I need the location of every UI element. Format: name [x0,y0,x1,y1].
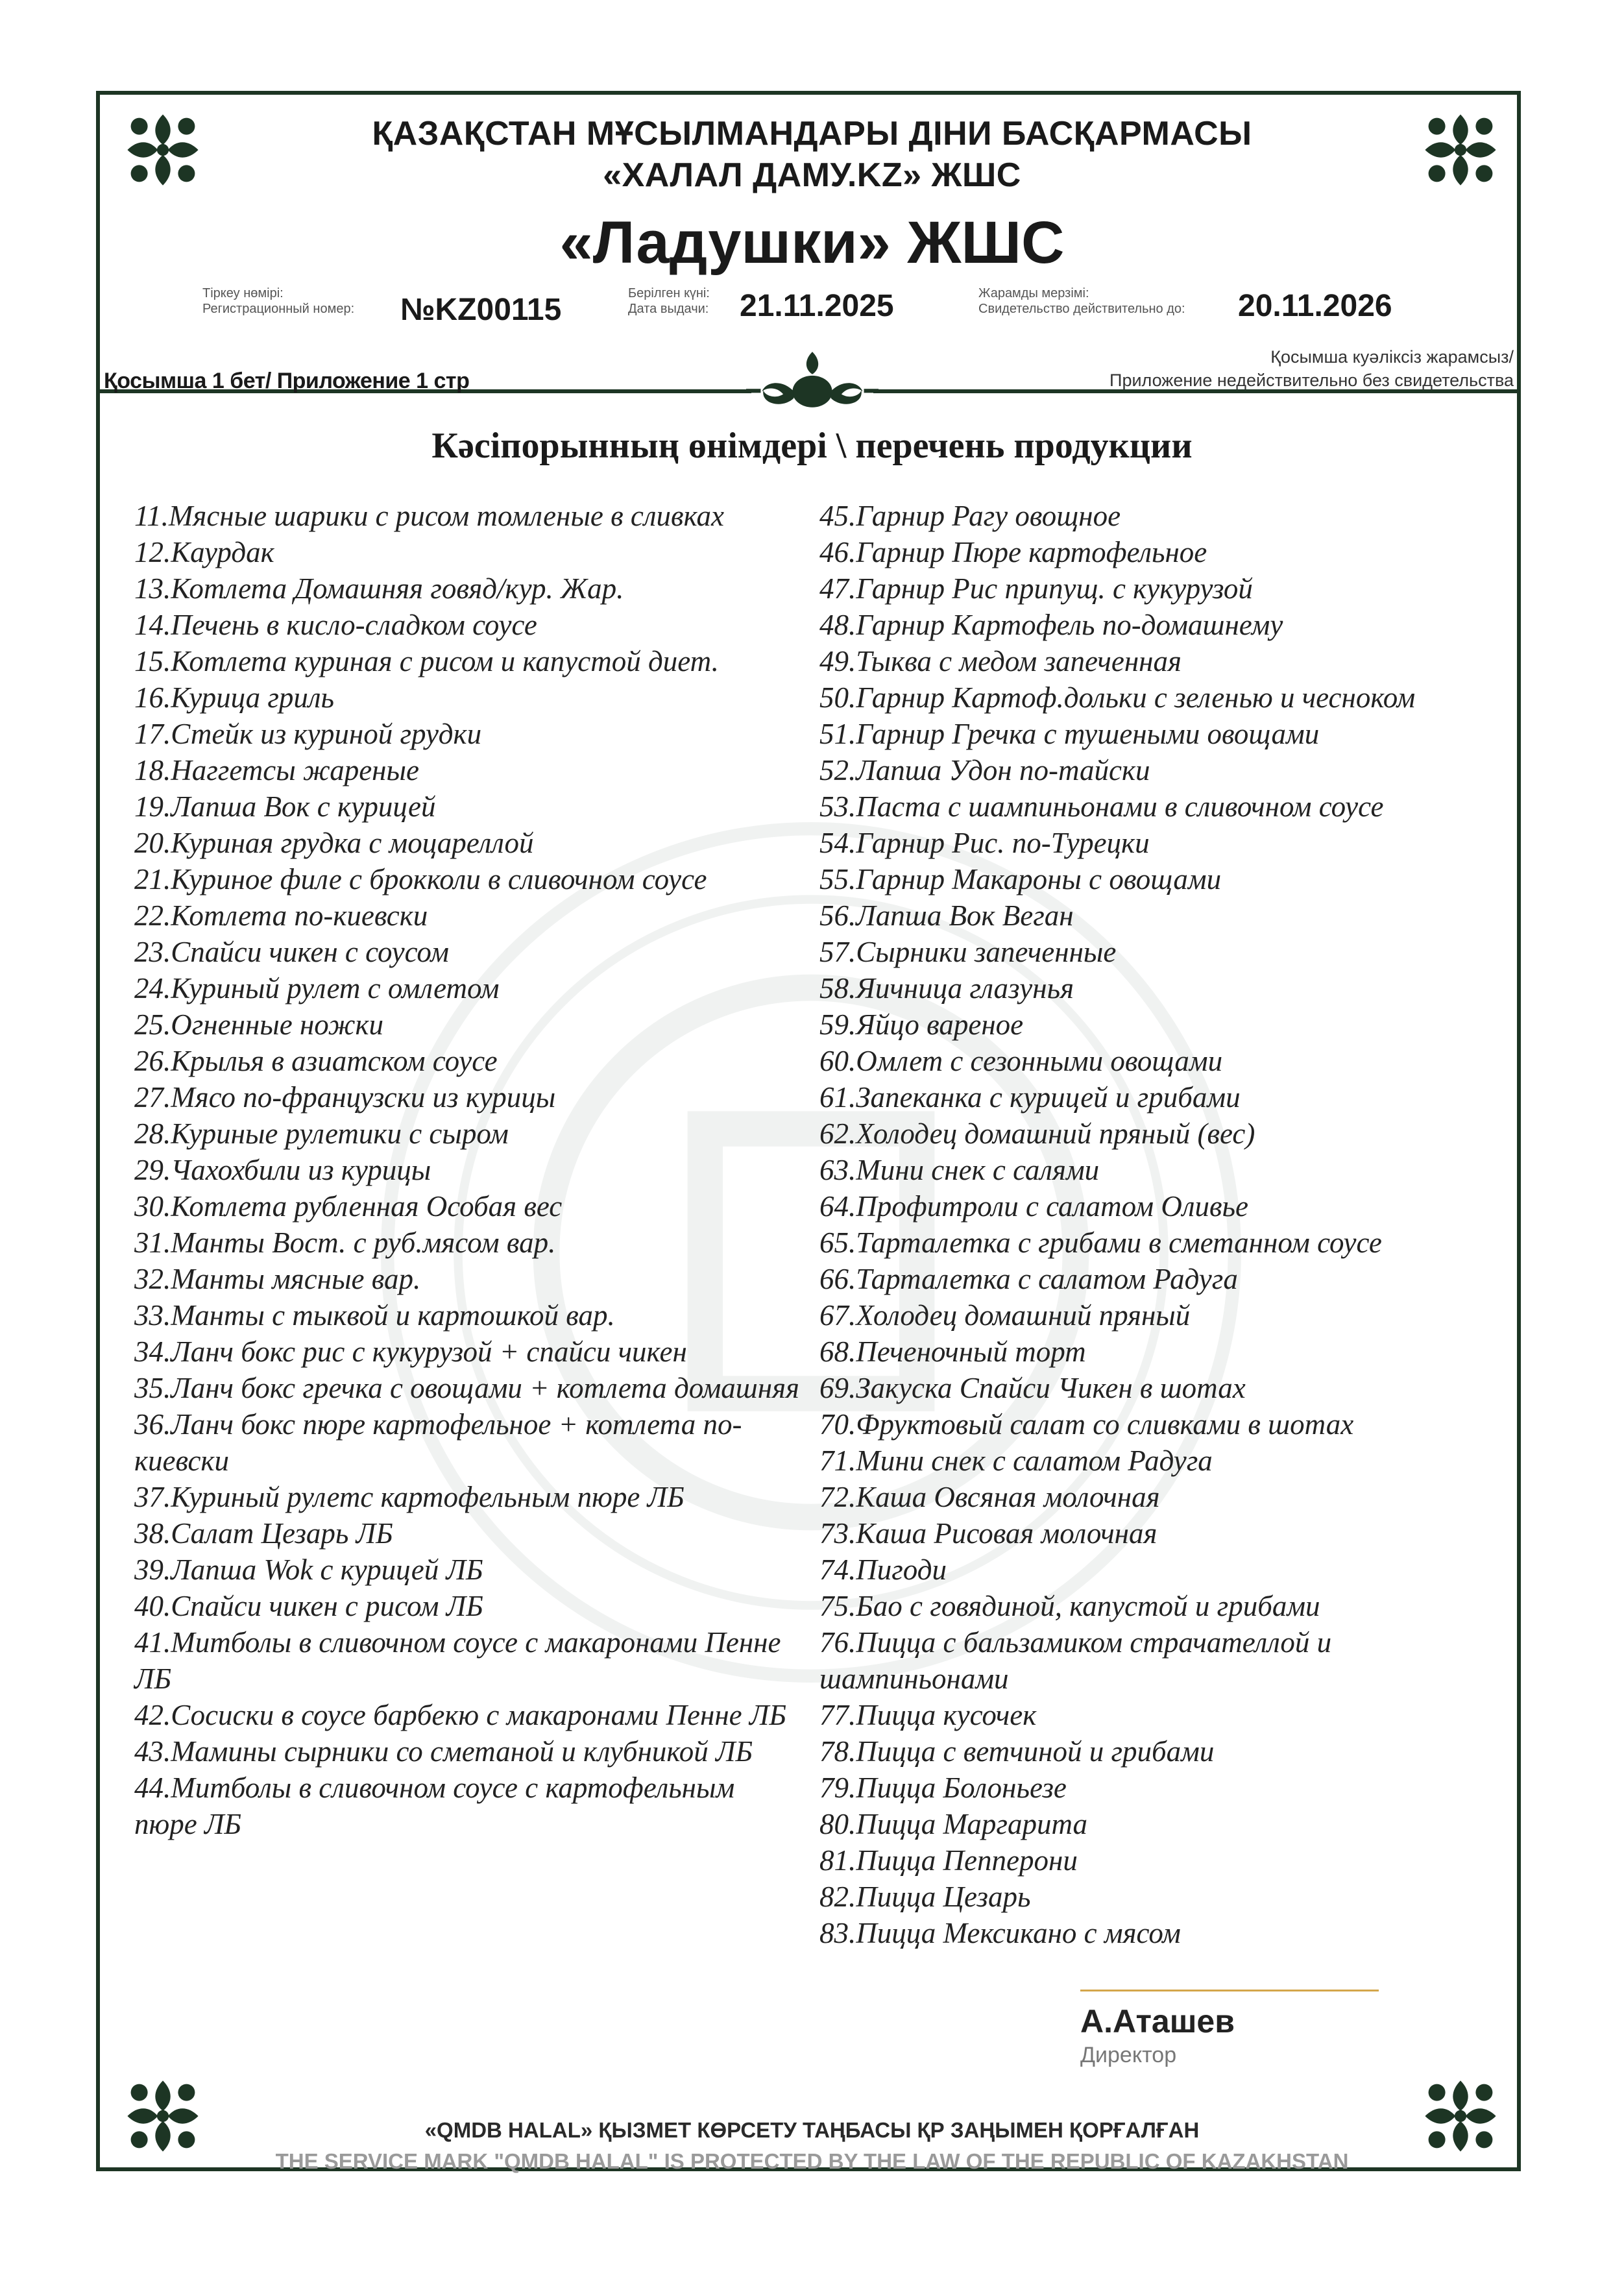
list-item: 67.Холодец домашний пряный [819,1299,1191,1332]
list-item: 74.Пигоди [819,1553,947,1586]
list-item: 65.Тарталетка с грибами в сметанном соусе [819,1226,1382,1259]
list-item: 72.Каша Овсяная молочная [819,1481,1160,1513]
signature-line [1080,1990,1379,1991]
corner-ornament-icon [1418,2074,1503,2158]
list-item: 81.Пицца Пепперони [819,1844,1078,1877]
list-item: 25.Огненные ножки [134,1008,384,1041]
list-item: 16.Курица гриль [134,681,335,714]
list-item: 31.Манты Вост. с руб.мясом вар. [134,1226,556,1259]
list-item: 76.Пицца с бальзамиком страчателлой и шампиньонами [819,1626,1332,1695]
list-item: 12.Каурдак [134,536,274,568]
list-item: 79.Пицца Болоньезе [819,1772,1067,1804]
list-item: 21.Куриное филе с брокколи в сливочном соусе [134,863,707,895]
list-item: 57.Сырники запеченные [819,936,1117,968]
center-ornament-icon [746,348,879,418]
list-item: 61.Запеканка с курицей и грибами [819,1081,1241,1114]
list-item: 19.Лапша Вок с курицей [134,790,436,823]
list-item: 49.Тыква с медом запеченная [819,645,1182,677]
list-item: 33.Манты с тыквой и картошкой вар. [134,1299,615,1332]
list-item: 48.Гарнир Картофель по-домашнему [819,609,1283,641]
appendix-validity-note [1109,345,1514,392]
list-item: 23.Спайси чикен с соусом [134,936,449,968]
list-item: 42.Сосиски в соусе барбекю с макаронами Пенне ЛБ [134,1699,786,1731]
list-item: 17.Стейк из куриной грудки [134,718,482,750]
list-item: 71.Мини снек с салатом Радуга [819,1444,1213,1477]
reg-label-ru: Регистрационный номер: [202,302,355,316]
product-list-right [819,498,1507,1951]
list-item: 55.Гарнир Макароны с овощами [819,863,1222,895]
signatory-title: Директор [1080,2043,1177,2067]
list-item: 13.Котлета Домашняя говяд/кур. Жар. [134,572,624,605]
list-item: 59.Яйцо вареное [819,1008,1024,1041]
corner-ornament-icon [121,2074,205,2158]
list-item: 60.Омлет с сезонными овощами [819,1045,1223,1077]
list-item: 22.Котлета по-киевски [134,899,428,932]
list-item: 39.Лапша Wok с курицей ЛБ [134,1553,483,1586]
list-item: 62.Холодец домашний пряный (вес) [819,1117,1255,1150]
invalid-note-kz: Қосымша куәліксіз жарамсыз/ [1270,347,1514,367]
list-item: 82.Пицца Цезарь [819,1881,1031,1913]
list-item: 68.Печеночный торт [819,1335,1086,1368]
list-item: 56.Лапша Вок Веган [819,899,1074,932]
list-item: 70.Фруктовый салат со сливками в шотах [819,1408,1354,1441]
issue-date: 21.11.2025 [740,289,894,323]
list-item: 27.Мясо по-французски из курицы [134,1081,556,1114]
list-item: 52.Лапша Удон по-тайски [819,754,1150,786]
list-item: 53.Паста с шампиньонами в сливочном соусе [819,790,1384,823]
list-item: 69.Закуска Спайси Чикен в шотах [819,1372,1246,1404]
list-item: 45.Гарнир Рагу овощное [819,500,1121,532]
invalid-note-ru: Приложение недействительно без свидетельства [1109,371,1514,390]
list-item: 46.Гарнир Пюре картофельное [819,536,1207,568]
list-item: 24.Куриный рулет с омлетом [134,972,500,1005]
list-item: 15.Котлета куриная с рисом и капустой диет. [134,645,719,677]
list-item: 63.Мини снек с салями [819,1154,1100,1186]
list-item: 28.Куриные рулетики с сыром [134,1117,509,1150]
list-item: 20.Куриная грудка с моцареллой [134,827,534,859]
list-item: 51.Гарнир Гречка с тушеными овощами [819,718,1320,750]
list-item: 75.Бао с говядиной, капустой и грибами [819,1590,1320,1622]
valid-label-kz: Жарамды мерзімі: [978,286,1089,300]
list-item: 34.Ланч бокс рис с кукурузой + спайси чикен [134,1335,687,1368]
org-name-line2: «ХАЛАЛ ДАМУ.KZ» ЖШС [603,156,1021,194]
list-item: 14.Печень в кисло-сладком соусе [134,609,537,641]
list-item: 44.Митболы в сливочном соусе с картофельным пюре ЛБ [134,1772,735,1840]
list-item: 30.Котлета рубленная Особая вес [134,1190,563,1223]
footer-trademark-en: THE SERVICE MARK "QMDB HALAL" IS PROTECTED BY THE LAW OF THE REPUBLIC OF KAZAKHSTAN [275,2149,1349,2173]
list-item: 80.Пицца Маргарита [819,1808,1087,1840]
list-item: 64.Профитроли с салатом Оливье [819,1190,1249,1223]
issue-label-ru: Дата выдачи: [628,302,709,316]
list-item: 43.Мамины сырники со сметаной и клубникой ЛБ [134,1735,753,1768]
list-item: 73.Каша Рисовая молочная [819,1517,1157,1550]
list-item: 36.Ланч бокс пюре картофельное + котлета по-киевски [134,1408,742,1477]
list-item: 35.Ланч бокс гречка с овощами + котлета домашняя [134,1372,799,1404]
list-item: 41.Митболы в сливочном соусе с макаронами Пенне ЛБ [134,1626,781,1695]
org-name-line1: ҚАЗАҚСТАН МҰСЫЛМАНДАРЫ ДІНИ БАСҚАРМАСЫ [372,115,1252,152]
list-item: 83.Пицца Мексикано с мясом [819,1917,1181,1949]
list-item: 54.Гарнир Рис. по-Турецки [819,827,1150,859]
product-list-left [134,498,803,1842]
issue-label-kz: Берілген күні: [628,286,710,300]
list-item: 18.Наггетсы жареные [134,754,419,786]
list-item: 11.Мясные шарики с рисом томленые в сливках [134,500,724,532]
product-list-title: Кәсіпорынның өнімдері \ перечень продукции [431,426,1193,466]
list-item: 66.Тарталетка с салатом Радуга [819,1263,1238,1295]
list-item: 40.Спайси чикен с рисом ЛБ [134,1590,483,1622]
reg-number: №KZ00115 [400,293,562,327]
company-title: «Ладушки» ЖШС [559,210,1065,276]
list-item: 58.Яичница глазунья [819,972,1074,1005]
list-item: 32.Манты мясные вар. [134,1263,421,1295]
footer-trademark-kz: «QMDB HALAL» ҚЫЗМЕТ КӨРСЕТУ ТАҢБАСЫ ҚР ЗАҢЫМЕН ҚОРҒАЛҒАН [424,2118,1200,2142]
appendix-page-label: Қосымша 1 бет/ Приложение 1 стр [104,369,470,393]
list-item: 29.Чахохбили из курицы [134,1154,431,1186]
signatory-name: А.Аташев [1080,2003,1235,2040]
valid-label-ru: Свидетельство действительно до: [978,302,1185,316]
list-item: 26.Крылья в азиатском соусе [134,1045,498,1077]
list-item: 38.Салат Цезарь ЛБ [134,1517,393,1550]
reg-label-kz: Тіркеу нөмірі: [202,286,284,300]
list-item: 50.Гарнир Картоф.дольки с зеленью и чесноком [819,681,1416,714]
valid-date: 20.11.2026 [1238,289,1392,323]
list-item: 77.Пицца кусочек [819,1699,1037,1731]
list-item: 47.Гарнир Рис припущ. с кукурузой [819,572,1253,605]
list-item: 78.Пицца с ветчиной и грибами [819,1735,1215,1768]
list-item: 37.Куриный рулетс картофельным пюре ЛБ [134,1481,685,1513]
